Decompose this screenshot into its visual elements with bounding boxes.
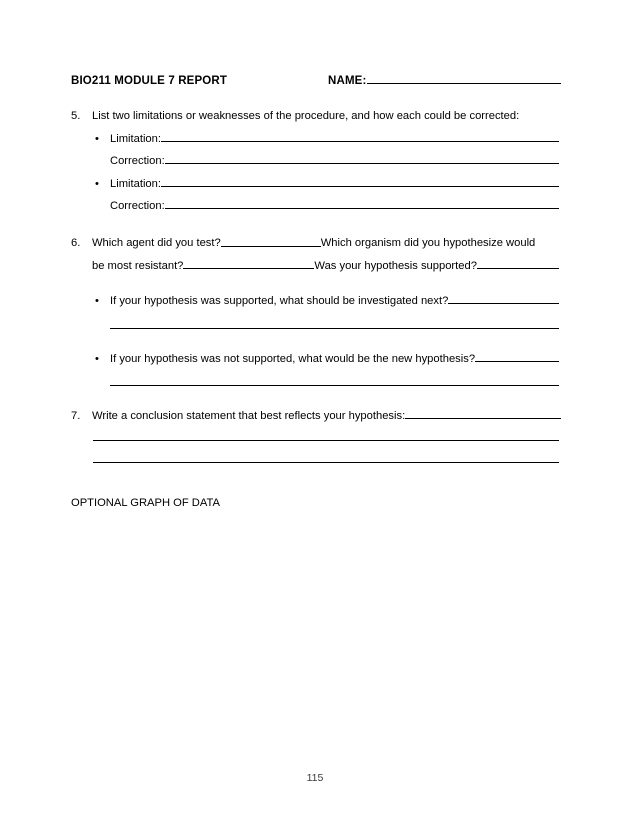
question-7-body [92, 405, 561, 427]
bullet-icon: • [95, 295, 99, 307]
q6-supported-blank[interactable] [477, 256, 559, 269]
q5-limitation-1-body [110, 128, 559, 150]
q5-limitation-2-row [95, 173, 559, 195]
question-5-prompt: List two limitations or weaknesses of the procedure, and how each could be corrected: [92, 110, 520, 122]
q7-answer-line-3[interactable] [93, 462, 559, 463]
q6-bullet-1-text: If your hypothesis was supported, what should be investigated next? [110, 295, 449, 307]
q5-limitation-2-body [110, 173, 559, 195]
name-blank-line[interactable] [367, 72, 561, 84]
bullet-icon: • [95, 178, 99, 190]
q7-answer-blank-1[interactable] [405, 406, 561, 419]
bullet-icon: • [95, 353, 99, 365]
question-6-number: 6. [71, 237, 81, 249]
page-number: 115 [306, 772, 324, 784]
q6-bullet-2-answer-line-2[interactable] [110, 385, 559, 386]
q6-resistant-prompt: be most resistant? [92, 260, 184, 272]
q5-correction-1-body [110, 150, 559, 172]
q6-bullet-1-row [95, 290, 559, 312]
question-5 [71, 105, 561, 127]
limitation-1-blank[interactable] [161, 129, 559, 142]
question-6 [71, 232, 561, 254]
q5-correction-1-row [95, 150, 559, 172]
optional-graph-heading: OPTIONAL GRAPH OF DATA [71, 497, 220, 509]
correction-2-blank[interactable] [165, 196, 559, 209]
name-field-group [328, 72, 561, 87]
q6-agent-blank[interactable] [221, 234, 321, 247]
q6-bullet-2-blank[interactable] [475, 349, 559, 362]
correction-1-blank[interactable] [165, 151, 559, 164]
q5-limitation-1-row [95, 128, 559, 150]
q6-agent-prompt: Which agent did you test? [92, 237, 221, 249]
page-title: BIO211 MODULE 7 REPORT [71, 75, 228, 87]
q6-bullet-2-text: If your hypothesis was not supported, what would be the new hypothesis? [110, 353, 476, 365]
q7-answer-line-2[interactable] [93, 440, 559, 441]
name-label: NAME: [328, 75, 367, 87]
limitation-label: Limitation: [110, 178, 161, 190]
q5-correction-2-body [110, 195, 559, 217]
question-5-number: 5. [71, 110, 81, 122]
q6-bullet-1-blank[interactable] [448, 291, 559, 304]
document-header [71, 72, 561, 87]
q5-correction-2-row [95, 195, 559, 217]
correction-label: Correction: [110, 155, 165, 167]
q6-bullet-1-body [110, 290, 559, 312]
q6-bullet-1-answer-line-2[interactable] [110, 328, 559, 329]
q6-resistant-blank[interactable] [183, 256, 314, 269]
q6-organism-prompt: Which organism did you hypothesize would [320, 237, 536, 249]
limitation-label: Limitation: [110, 133, 161, 145]
question-7 [71, 405, 561, 427]
q6-supported-prompt: Was your hypothesis supported? [314, 260, 477, 272]
question-7-number: 7. [71, 410, 81, 422]
question-7-prompt: Write a conclusion statement that best reflects your hypothesis: [92, 410, 406, 422]
bullet-icon: • [95, 133, 99, 145]
question-6-body [92, 232, 561, 254]
q6-bullet-2-body [110, 348, 559, 370]
correction-label: Correction: [110, 200, 165, 212]
q6-bullet-2-row [95, 348, 559, 370]
question-6-line-2 [92, 255, 559, 277]
limitation-2-blank[interactable] [161, 174, 559, 187]
